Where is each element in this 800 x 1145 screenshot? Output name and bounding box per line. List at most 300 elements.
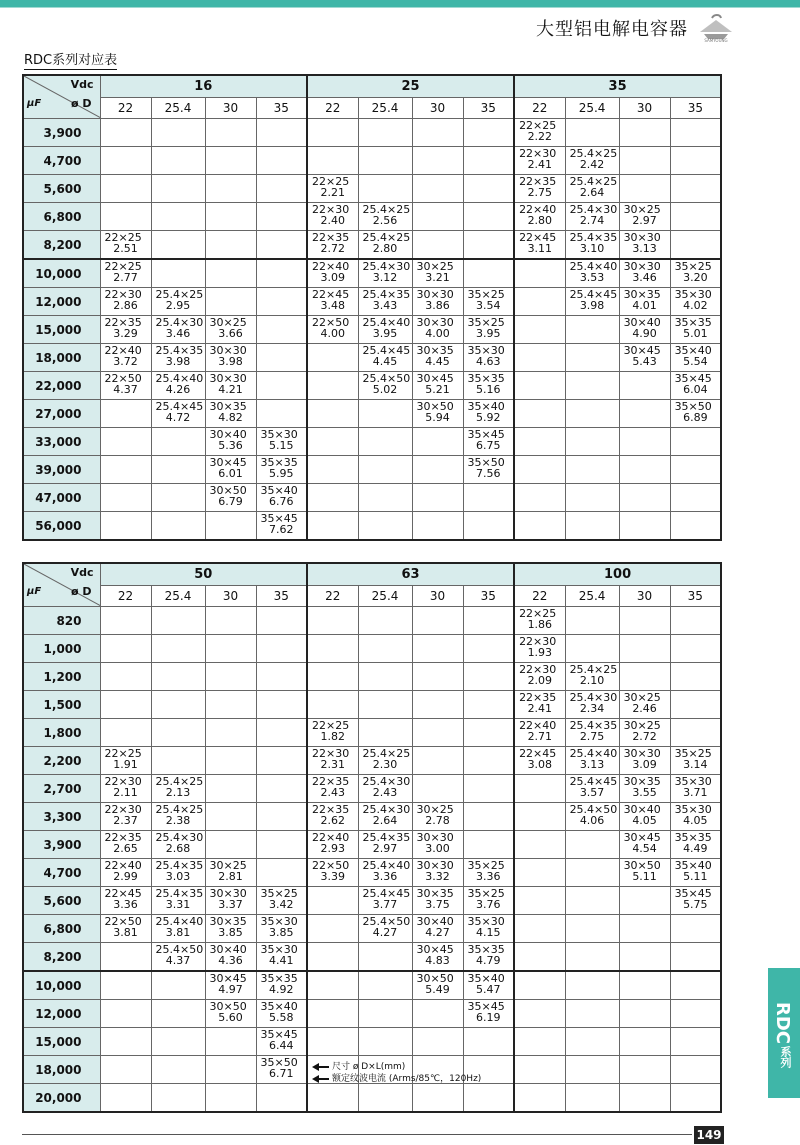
capacitance-cell: 15,000 [23,1028,100,1056]
spec-cell [670,1084,721,1113]
case-size: 35×30 [674,288,712,301]
spec-cell [670,887,721,915]
ripple-current: 3.95 [372,327,398,340]
ripple-current: 3.48 [320,299,346,312]
case-size: 30×30 [416,859,454,872]
case-size: 30×45 [623,831,661,844]
spec-cell [151,316,205,344]
spec-cell [463,372,514,400]
ripple-current: 4.82 [218,411,243,424]
spec-cell [565,231,619,260]
case-size: 35×25 [674,260,712,273]
table-row [23,400,721,428]
spec-cell [151,372,205,400]
spec-cell [100,691,151,719]
spec-cell [514,400,565,428]
ripple-current: 6.79 [218,495,243,508]
spec-cell [151,1056,205,1084]
table-row [23,147,721,175]
ripple-current: 3.36 [113,898,138,911]
spec-cell [670,831,721,859]
capacitance-cell: 1,500 [23,691,100,719]
ripple-current: 2.22 [527,130,553,143]
spec-cell [412,663,463,691]
spec-cell [412,259,463,288]
spec-cell [670,803,721,831]
ripple-current: 3.66 [218,327,243,340]
spec-cell [205,512,256,541]
spec-cell [619,119,670,147]
spec-cell [307,803,358,831]
case-size: 22×25 [519,607,557,620]
case-size: 22×45 [312,288,350,301]
spec-cell [256,803,307,831]
case-size: 25.4×40 [569,747,618,760]
spec-cell [358,288,412,316]
spec-cell [151,231,205,260]
spec-cell [256,428,307,456]
case-size: 22×35 [312,775,350,788]
spec-cell [619,400,670,428]
table-row [23,119,721,147]
spec-cell [151,775,205,803]
spec-cell [412,635,463,663]
corner-vdc-label: Vdc [70,78,94,91]
case-size: 35×45 [260,512,298,525]
case-size: 25.4×45 [569,775,618,788]
spec-cell [100,316,151,344]
ripple-current: 2.43 [372,786,398,799]
capacitance-cell: 3,300 [23,803,100,831]
case-size: 25.4×25 [569,175,618,188]
legend [312,1061,481,1085]
capacitance-cell: 3,900 [23,119,100,147]
ripple-current: 7.56 [476,467,501,480]
spec-cell [256,344,307,372]
ripple-current: 2.95 [165,299,191,312]
spec-cell [151,747,205,775]
table-row [23,971,721,1000]
case-size: 22×25 [312,175,350,188]
ripple-current: 5.11 [632,870,657,883]
case-size: 30×30 [623,747,661,760]
spec-cell [463,428,514,456]
ripple-current: 2.93 [320,842,346,855]
ripple-current: 2.75 [579,730,605,743]
spec-cell [358,147,412,175]
spec-cell [514,635,565,663]
spec-cell [151,691,205,719]
spec-cell [565,344,619,372]
spec-cell [256,607,307,635]
voltage-header-35: 35 [514,75,721,98]
case-size: 22×25 [104,231,142,244]
capacitance-cell: 2,200 [23,747,100,775]
spec-cell [463,607,514,635]
case-size: 25.4×35 [362,831,411,844]
spec-cell [670,203,721,231]
capacitance-cell: 8,200 [23,943,100,972]
spec-cell [565,635,619,663]
ripple-current: 3.85 [218,926,243,939]
ripple-current: 3.76 [476,898,501,911]
spec-cell [565,456,619,484]
ripple-current: 5.47 [476,983,501,996]
spec-cell [514,259,565,288]
spec-cell [670,400,721,428]
spec-cell [670,943,721,972]
svg-text:SAMYOUNG: SAMYOUNG [704,38,728,42]
spec-cell [205,400,256,428]
spec-cell [307,484,358,512]
case-size: 30×25 [623,719,661,732]
spec-cell [412,203,463,231]
spec-cell [412,372,463,400]
spec-cell [463,635,514,663]
case-size: 22×30 [519,635,557,648]
spec-cell [619,316,670,344]
spec-cell [670,119,721,147]
spec-cell [565,147,619,175]
ripple-current: 2.43 [320,786,346,799]
spec-cell [514,1028,565,1056]
spec-cell [412,316,463,344]
case-size: 22×25 [519,119,557,132]
spec-cell [358,512,412,541]
ripple-current: 4.92 [269,983,294,996]
ripple-current: 5.21 [425,383,450,396]
spec-cell [412,119,463,147]
table-row [23,775,721,803]
spec-cell [307,775,358,803]
spec-cell [205,203,256,231]
spec-cell [514,943,565,972]
spec-cell [256,316,307,344]
spec-cell [256,971,307,1000]
spec-cell [565,1056,619,1084]
arrow-left-icon [312,1063,319,1071]
case-size: 22×50 [104,372,142,385]
ripple-current: 3.77 [372,898,398,911]
spec-cell [619,259,670,288]
ripple-current: 1.91 [113,758,138,771]
case-size: 25.4×35 [362,288,411,301]
spec-cell [151,512,205,541]
ripple-current: 6.04 [683,383,708,396]
spec-cell [205,231,256,260]
case-size: 30×30 [416,831,454,844]
spec-cell [151,831,205,859]
case-size: 35×50 [467,456,505,469]
diameter-header-30: 30 [619,98,670,119]
ripple-current: 5.60 [218,1011,243,1024]
case-size: 25.4×45 [362,887,411,900]
spec-cell [205,428,256,456]
spec-cell [256,691,307,719]
ripple-current: 3.12 [372,271,398,284]
ripple-current: 3.11 [527,242,553,255]
table-row [23,943,721,972]
spec-cell [256,1028,307,1056]
case-size: 35×35 [467,943,505,956]
spec-cell [151,484,205,512]
case-size: 30×50 [416,972,454,985]
spec-cell [514,747,565,775]
spec-cell [514,456,565,484]
ripple-current: 2.81 [218,870,243,883]
spec-cell [100,1056,151,1084]
ripple-current: 4.05 [683,814,708,827]
ripple-current: 3.81 [113,926,138,939]
spec-cell [100,400,151,428]
case-size: 35×40 [674,859,712,872]
page-title: 大型铝电解电容器 [536,19,688,40]
spec-cell [670,691,721,719]
table-row [23,831,721,859]
ripple-current: 6.44 [269,1039,294,1052]
case-size: 22×40 [104,859,142,872]
case-size: 25.4×30 [362,775,411,788]
case-size: 25.4×30 [155,831,204,844]
ripple-current: 6.75 [476,439,501,452]
case-size: 25.4×40 [569,260,618,273]
spec-cell [619,635,670,663]
spec-cell [151,119,205,147]
case-size: 25.4×35 [569,231,618,244]
ripple-current: 5.49 [425,983,450,996]
spec-cell [412,344,463,372]
case-size: 25.4×50 [155,943,204,956]
spec-cell [565,859,619,887]
spec-cell [151,915,205,943]
spec-cell [100,747,151,775]
spec-cell [256,203,307,231]
spec-cell [151,1000,205,1028]
capacitance-cell: 4,700 [23,147,100,175]
spec-cell [412,1000,463,1028]
ripple-current: 2.68 [165,842,191,855]
spec-cell [619,775,670,803]
case-size: 30×40 [623,316,661,329]
diameter-header-row [23,586,721,607]
spec-cell [100,803,151,831]
case-size: 30×50 [209,1000,247,1013]
spec-cell [412,484,463,512]
spec-cell [514,428,565,456]
side-tab-series: RDC [772,1002,793,1045]
ripple-current: 1.82 [320,730,346,743]
case-size: 22×35 [312,231,350,244]
spec-cell [151,344,205,372]
spec-cell [619,175,670,203]
spec-cell [565,1000,619,1028]
spec-cell [565,175,619,203]
spec-cell [256,719,307,747]
case-size: 22×35 [519,691,557,704]
spec-cell [100,175,151,203]
spec-cell [205,1000,256,1028]
spec-cell [412,803,463,831]
spec-cell [619,803,670,831]
spec-cell [307,915,358,943]
spec-cell [151,971,205,1000]
capacitance-cell: 3,900 [23,831,100,859]
spec-cell [619,344,670,372]
voltage-header-row [23,563,721,586]
spec-cell [256,231,307,260]
spec-cell [670,316,721,344]
spec-cell [205,119,256,147]
spec-cell [358,428,412,456]
spec-cell [670,859,721,887]
case-size: 25.4×40 [362,859,411,872]
ripple-current: 2.40 [320,214,346,227]
diameter-header-25.4: 25.4 [358,98,412,119]
diameter-header-30: 30 [412,98,463,119]
spec-cell [307,400,358,428]
spec-cell [619,943,670,972]
case-size: 25.4×35 [155,859,204,872]
spec-cell [565,1028,619,1056]
ripple-current: 2.30 [372,758,398,771]
case-size: 35×35 [260,972,298,985]
ripple-current: 2.13 [165,786,191,799]
case-size: 30×30 [209,887,247,900]
spec-cell [412,915,463,943]
spec-cell [463,915,514,943]
case-size: 22×30 [312,203,350,216]
spec-cell [205,1028,256,1056]
spec-cell [514,691,565,719]
table-row [23,344,721,372]
ripple-current: 4.79 [476,954,501,967]
capacitance-cell: 56,000 [23,512,100,541]
spec-cell [151,456,205,484]
table-row [23,259,721,288]
case-size: 25.4×30 [569,691,618,704]
spec-cell [100,915,151,943]
case-size: 30×40 [623,803,661,816]
spec-cell [565,316,619,344]
spec-cell [565,971,619,1000]
spec-cell [205,943,256,972]
diameter-header-35: 35 [670,586,721,607]
case-size: 30×30 [416,316,454,329]
spec-cell [100,1084,151,1113]
case-size: 22×30 [104,803,142,816]
ripple-current: 3.13 [579,758,605,771]
ripple-current: 3.10 [579,242,605,255]
spec-cell [358,259,412,288]
table-row [23,372,721,400]
spec-cell [100,859,151,887]
ripple-current: 6.19 [476,1011,501,1024]
case-size: 35×25 [467,887,505,900]
ripple-current: 3.98 [579,299,605,312]
case-size: 25.4×25 [569,663,618,676]
case-size: 30×25 [209,859,247,872]
case-size: 22×45 [519,747,557,760]
spec-cell [565,887,619,915]
ripple-current: 2.11 [113,786,138,799]
ripple-current: 4.45 [425,355,450,368]
ripple-current: 4.37 [165,954,191,967]
case-size: 35×30 [467,344,505,357]
ripple-current: 3.98 [218,355,243,368]
table-row [23,428,721,456]
table-row [23,1028,721,1056]
spec-cell [307,607,358,635]
spec-cell [514,803,565,831]
spec-cell [619,887,670,915]
ripple-current: 3.72 [113,355,138,368]
case-size: 22×50 [312,859,350,872]
case-size: 30×35 [416,344,454,357]
side-tab-suffix: 系列 [779,1046,792,1068]
spec-cell [670,1000,721,1028]
spec-cell [205,747,256,775]
spec-cell [358,456,412,484]
spec-cell [670,456,721,484]
ripple-current: 4.37 [113,383,138,396]
spec-cell [151,1028,205,1056]
spec-cell [256,747,307,775]
case-size: 22×45 [104,887,142,900]
case-size: 22×50 [104,915,142,928]
case-size: 30×45 [416,943,454,956]
spec-cell [463,1000,514,1028]
spec-cell [358,747,412,775]
case-size: 25.4×25 [362,203,411,216]
spec-cell [412,400,463,428]
ripple-current: 4.26 [165,383,191,396]
spec-cell [151,147,205,175]
spec-cell [256,943,307,972]
spec-cell [514,859,565,887]
case-size: 25.4×30 [155,316,204,329]
diameter-header-25.4: 25.4 [151,98,205,119]
spec-cell [358,1000,412,1028]
spec-cell [358,887,412,915]
capacitance-cell: 6,800 [23,203,100,231]
capacitance-cell: 4,700 [23,859,100,887]
ripple-current: 3.09 [632,758,657,771]
case-size: 22×30 [104,775,142,788]
spec-cell [514,971,565,1000]
spec-cell [412,859,463,887]
capacitance-cell: 22,000 [23,372,100,400]
rdc-table-high-voltage [22,562,722,1113]
section-title: RDC系列对应表 [24,49,117,70]
spec-cell [100,456,151,484]
spec-cell [412,691,463,719]
spec-cell [670,747,721,775]
spec-cell [205,719,256,747]
ripple-current: 3.08 [527,758,553,771]
capacitance-cell: 1,200 [23,663,100,691]
spec-cell [670,147,721,175]
ripple-current: 3.42 [269,898,294,911]
spec-cell [100,512,151,541]
spec-cell [463,203,514,231]
spec-cell [565,803,619,831]
case-size: 30×50 [209,484,247,497]
case-size: 25.4×35 [155,887,204,900]
spec-cell [565,288,619,316]
spec-cell [256,484,307,512]
spec-cell [619,456,670,484]
ripple-current: 4.15 [476,926,501,939]
